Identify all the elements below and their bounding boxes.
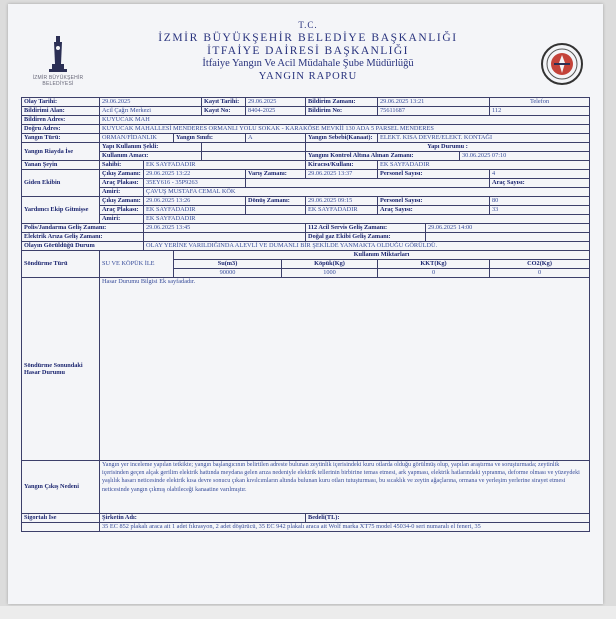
gorulme-durumu-value: OLAY YERİNE VARILDIĞINDA ALEVLİ VE DUMANLI BİR ŞEKİLDE YANMAKTA OLDUĞU GÖRÜLDÜ.	[144, 242, 590, 251]
su-header: Su(m3)	[174, 260, 282, 269]
bedel-label: Bedeli(TL):	[306, 514, 590, 523]
yardimci-amiri-label: Amiri:	[100, 215, 144, 224]
sahibi-label: Sahibi:	[100, 161, 144, 170]
table-row	[22, 134, 590, 143]
hasar-durumu-label: Söndürme Sonundaki Hasar Durumu	[22, 278, 100, 461]
yardimci-arac-sayisi-label: Araç Sayısı:	[378, 206, 490, 215]
table-row	[22, 224, 590, 233]
kayit-no-label: Kayıt No:	[202, 107, 246, 116]
report-header	[128, 20, 488, 84]
fire-report-form	[21, 97, 590, 532]
ek-bilgi-satiri: 35 EC 852 plakalı araca ait 1 adet fıkrasyon, 2 adet döşürücü, 35 EC 942 plakalı araca ait Wolf marka XT75 model 45034-0 seri numaralı el feneri, 35	[100, 523, 590, 532]
yapi-durumu-label: Yapı Durumu :	[306, 143, 590, 152]
personel-sayisi-label: Personel Sayısı:	[378, 170, 490, 179]
hasar-durumu-value: Hasar Durumu Bilgisi Ek sayfadadır.	[100, 278, 590, 461]
bildirim-no-label: Bildirim No:	[306, 107, 378, 116]
yardimci-arac-plakasi-label: Araç Plakası:	[100, 206, 144, 215]
bildirim-no-value: 75611687	[378, 107, 490, 116]
dogru-adres-value: KUYUCAK MAHALLESİ MENDERES ORMANLI YOLU SOKAK - KARAKÖSE MEVKİİ 130 ADA 5 PARSEL MENDERES	[100, 125, 590, 134]
amiri-label: Amiri:	[100, 188, 144, 197]
kiraci-label: Kiracısı/Kullanı:	[306, 161, 378, 170]
table-row	[22, 161, 590, 170]
viewer-bottom-bar	[0, 606, 616, 619]
bildirim-turu-value: Telefon	[490, 98, 590, 107]
yardimci-cikis-zamani-label: Çıkış Zamanı:	[100, 197, 144, 206]
co2-header: CO2(Kg)	[490, 260, 590, 269]
table-row	[22, 215, 590, 224]
olay-tarihi-label: Olay Tarihi:	[22, 98, 100, 107]
municipality-title: İZMİR BÜYÜKŞEHİR BELEDİYE BAŞKANLIĞI	[158, 32, 458, 44]
table-row	[22, 242, 590, 251]
table-row	[22, 461, 590, 514]
cikis-nedeni-value: Yangın yer inceleme yapılan tetkikte; yangın başlangıcının belirtilen adreste bulunan zeytinlik içerisindeki kuru otlarda olduğu görülmüş olup, yapılan araştırma ve soruşturmada; zeytinlik içerisinden geçen alçak gerilim elektrik hattında meydana gelen arıza nedeniyle elektrik tellerinin birbirine temas etmesi, ark yapması, elektrik hatlarındaki yıpranma, deforme olması ve yüzeydeki yaşlılık hasarı neticesinde elektrik kısa devre sonucu çıkan kıvılcımların altında bulunan kuru otları tutuşturması, bu sıcaklık ve zeytin ağaçlarına, ormana ve yerleşim yerlerine sirayet etmesi neticesinde yangın çıkmış olabileceği kanaatine varılmıştır.	[100, 461, 590, 514]
dogalgaz-value	[426, 233, 590, 242]
giden-ekibin-label: Giden Ekibin	[22, 170, 100, 197]
municipality-logo	[28, 34, 88, 89]
kopuk-header: Köpük(Kg)	[282, 260, 378, 269]
sirket-adi-label: Şirketin Adı:	[100, 514, 306, 523]
tc-label: T.C.	[298, 20, 318, 30]
olay-tarihi-value: 29.06.2025	[100, 98, 202, 107]
kullanim-miktarlari-label: Kullanım Miktarları	[174, 251, 590, 260]
yangin-turu-value: ORMAN/FİDANLIK	[100, 134, 174, 143]
department-title: İTFAİYE DAİRESİ BAŞKANLIĞI	[207, 45, 409, 57]
kkt-header: KKT(Kg)	[378, 260, 490, 269]
sondurme-turu-label: Söndürme Türü	[22, 251, 100, 278]
table-row	[22, 188, 590, 197]
table-row	[22, 197, 590, 206]
bildirim-kodu-value: 112	[490, 107, 590, 116]
table-row	[22, 523, 590, 532]
arac-sayisi-label: Araç Sayısı:	[490, 179, 590, 188]
yardimci-arac-sayisi-value: 33	[490, 206, 590, 215]
su-value: 90000	[174, 269, 282, 278]
dogru-adres-label: Doğru Adres:	[22, 125, 100, 134]
sigortali-label: Sigortalı İse	[22, 514, 100, 523]
bildirimi-alan-label: Bildirimi Alan:	[22, 107, 100, 116]
table-row	[22, 170, 590, 179]
kopuk-value: 1000	[282, 269, 378, 278]
kayit-tarihi-label: Kayıt Tarihi:	[202, 98, 246, 107]
yardimci-ekip-label: Yardımcı Ekip Gitmişse	[22, 197, 100, 224]
table-row	[22, 152, 590, 161]
co2-value: 0	[490, 269, 590, 278]
kayit-no-value: 8404-2025	[246, 107, 306, 116]
kkt-value: 0	[378, 269, 490, 278]
acil-servis-value: 29.06.2025 14:00	[426, 224, 590, 233]
yangin-sinifi-label: Yangın Sınıfı:	[174, 134, 246, 143]
sahibi-value: EK SAYFADADIR	[144, 161, 306, 170]
yardimci-amiri-value: EK SAYFADADIR	[144, 215, 590, 224]
varis-zamani-label: Varış Zamanı:	[246, 170, 306, 179]
cikis-zamani-label: Çıkış Zamanı:	[100, 170, 144, 179]
directorate-title: İtfaiye Yangın Ve Acil Müdahale Şube Müdürlüğü	[202, 58, 414, 69]
arac-plakasi-label: Araç Plakası:	[100, 179, 144, 188]
kullanim-amaci-value	[202, 152, 306, 161]
yangin-sebebi-value: ELEKT. KISA DEVRE/ELEKT. KONTAĞI	[378, 134, 590, 143]
table-row	[22, 179, 590, 188]
table-row	[22, 233, 590, 242]
table-row	[22, 107, 590, 116]
report-title: YANGIN RAPORU	[258, 71, 358, 82]
yardimci-personel-sayisi-label: Personel Sayısı:	[378, 197, 490, 206]
bildirimi-alan-value: Acil Çağrı Merkezi	[100, 107, 202, 116]
kiraci-value: EK SAYFADADIR	[378, 161, 590, 170]
elektrik-ariza-value	[144, 233, 306, 242]
arac-plakasi-value: 35EY616 - 35P9263	[144, 179, 246, 188]
amiri-value: ÇAVUŞ MUSTAFA CEMAL KÖK	[144, 188, 590, 197]
polis-gelis-label: Polis/Jandarma Geliş Zamanı:	[22, 224, 144, 233]
table-row	[22, 251, 590, 260]
report-page	[8, 4, 603, 604]
yangin-turu-label: Yangın Türü:	[22, 134, 100, 143]
yardimci-personel-sayisi-value: 80	[490, 197, 590, 206]
table-row	[22, 116, 590, 125]
kontrol-zamani-label: Yangını Kontrol Altına Alınan Zamanı:	[306, 152, 460, 161]
yardimci-cikis-zamani-value: 29.06.2025 13:26	[144, 197, 246, 206]
yangin-risk-label: Yangın Riayda İse	[22, 143, 100, 161]
yangin-sinifi-value: A	[246, 134, 306, 143]
personel-sayisi-value: 4	[490, 170, 590, 179]
acil-servis-label: 112 Acil Servis Geliş Zamanı:	[306, 224, 426, 233]
yangin-sebebi-label: Yangın Sebebi(Kanaat):	[306, 134, 378, 143]
yardimci-arac-plakasi-value: EK SAYFADADIR	[144, 206, 246, 215]
kontrol-zamani-value: 30.06.2025 07:10	[460, 152, 590, 161]
cikis-zamani-value: 29.06.2025 13:22	[144, 170, 246, 179]
gorulme-durumu-label: Olayın Görüldüğü Durum	[22, 242, 144, 251]
table-row	[22, 206, 590, 215]
bildiren-adres-label: Bildiren Adres:	[22, 116, 100, 125]
bildirim-zamani-label: Bildirim Zamanı:	[306, 98, 378, 107]
kullanim-amaci-label: Kullanım Amacı:	[100, 152, 202, 161]
donus-zamani-label: Dönüş Zamanı:	[246, 197, 306, 206]
polis-gelis-value: 29.06.2025 13:45	[144, 224, 306, 233]
yanan-sey-label: Yanan Şeyin	[22, 161, 100, 170]
table-row	[22, 125, 590, 134]
yardimci-arac-plakasi-value-2: EK SAYFADADIR	[306, 206, 378, 215]
logo-caption: İZMİR BÜYÜKŞEHİR BELEDİYESİ	[32, 75, 84, 87]
table-row	[22, 514, 590, 523]
yapi-kullanim-sekli-value	[202, 143, 306, 152]
table-row	[22, 143, 590, 152]
dogalgaz-label: Doğal gaz Ekibi Geliş Zamanı:	[306, 233, 426, 242]
table-row	[22, 278, 590, 461]
sondurme-turu-value: SU VE KÖPÜK İLE	[100, 251, 174, 278]
bildiren-adres-value: KUYUCAK MAH	[100, 116, 590, 125]
elektrik-ariza-label: Elektrik Arıza Geliş Zamanı:	[22, 233, 144, 242]
cikis-nedeni-label: Yangın Çıkış Nedeni	[22, 461, 100, 514]
yapi-kullanim-sekli-label: Yapı Kullanım Şekli:	[100, 143, 202, 152]
donus-zamani-value: 29.06.2025 09:15	[306, 197, 378, 206]
table-row	[22, 98, 590, 107]
varis-zamani-value: 29.06.2025 13:37	[306, 170, 378, 179]
bildirim-zamani-value: 29.06.2025 13:21	[378, 98, 490, 107]
kayit-tarihi-value: 29.06.2025	[246, 98, 306, 107]
clock-tower-icon	[43, 34, 73, 74]
fire-department-emblem-icon	[540, 42, 584, 86]
